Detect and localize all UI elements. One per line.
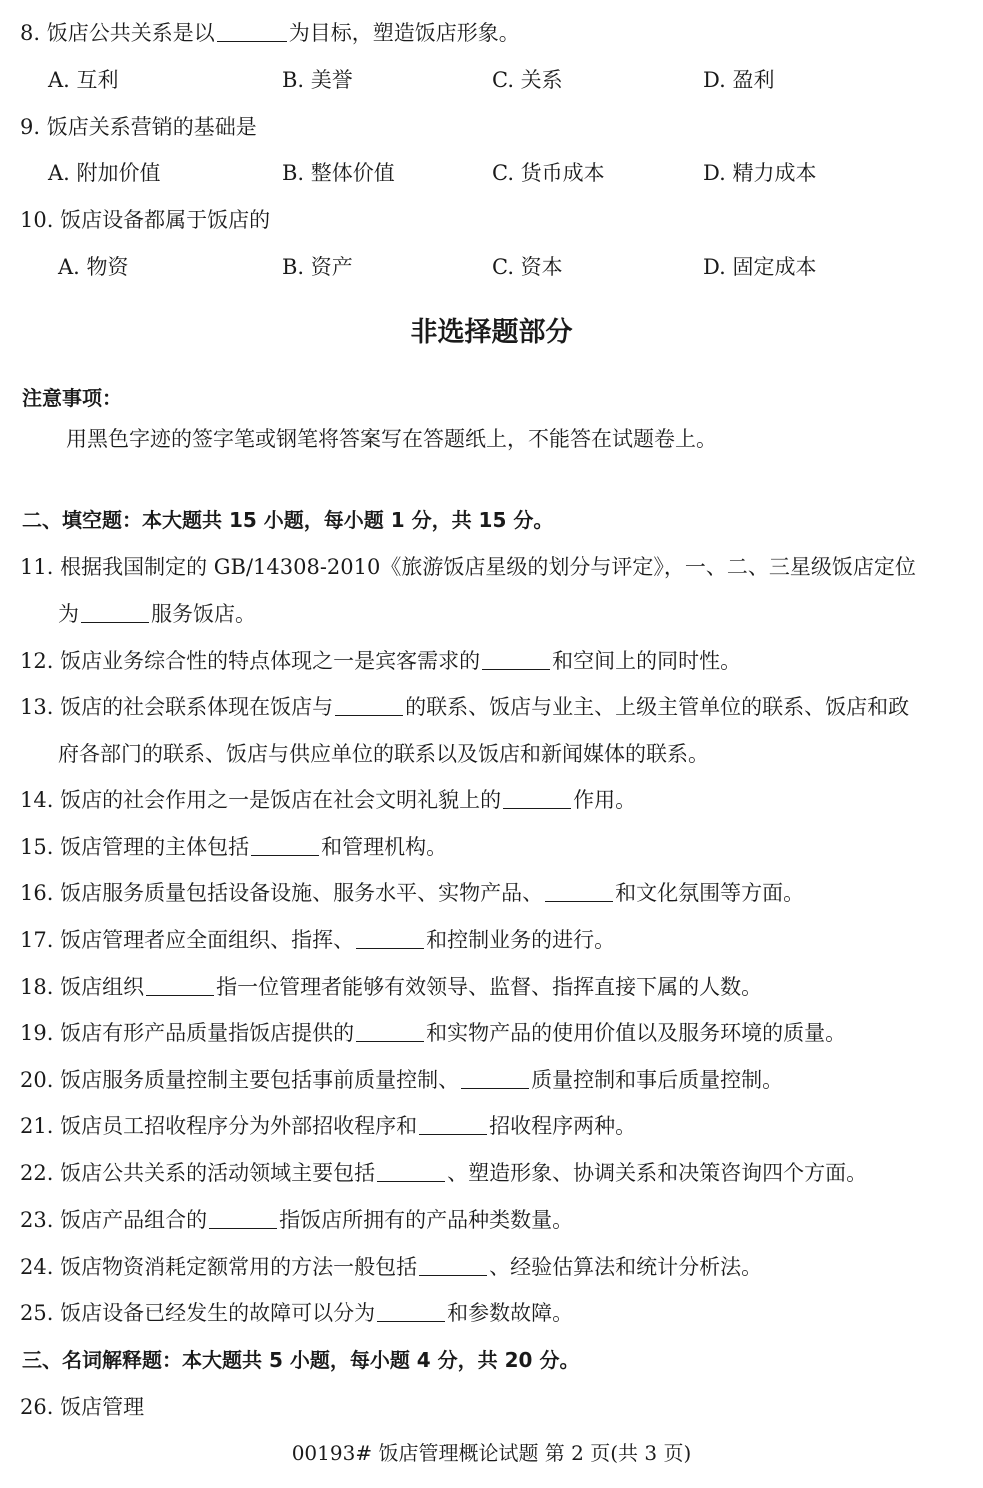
answer-blank bbox=[377, 1161, 445, 1182]
section-3-heading: 三、名词解释题：本大题共 5 小题，每小题 4 分，共 20 分。 bbox=[22, 1348, 580, 1372]
part-title: 非选择题部分 bbox=[410, 317, 573, 348]
question-18-post: 指一位管理者能够有效领导、监督、指挥直接下属的人数。 bbox=[216, 975, 763, 999]
question-11-pre: 为 bbox=[58, 602, 79, 626]
question-21-post: 招收程序两种。 bbox=[489, 1114, 637, 1138]
question-13-post: 的联系、饭店与业主、上级主管单位的联系、饭店和政 bbox=[405, 695, 910, 719]
option-b: B. 整体价值 bbox=[282, 161, 395, 185]
question-23-pre: 23. 饭店产品组合的 bbox=[20, 1208, 208, 1232]
answer-blank bbox=[419, 1255, 487, 1276]
question-25-pre: 25. 饭店设备已经发生的故障可以分为 bbox=[20, 1301, 376, 1325]
question-8-stem-post: 为目标，塑造饭店形象。 bbox=[288, 21, 520, 45]
option-a: A. 互利 bbox=[48, 68, 119, 92]
answer-blank bbox=[482, 649, 550, 670]
option-d: D. 盈利 bbox=[703, 68, 775, 92]
question-13-line-1 bbox=[20, 692, 909, 722]
question-21 bbox=[20, 1111, 636, 1141]
question-10: 10. 饭店设备都属于饭店的 bbox=[20, 208, 271, 232]
answer-blank bbox=[146, 975, 214, 996]
option-b: B. 资产 bbox=[282, 255, 353, 279]
question-14-pre: 14. 饭店的社会作用之一是饭店在社会文明礼貌上的 bbox=[20, 788, 502, 812]
section-2-heading: 二、填空题：本大题共 15 小题，每小题 1 分，共 15 分。 bbox=[22, 508, 554, 532]
option-c: C. 资本 bbox=[492, 255, 563, 279]
question-17-pre: 17. 饭店管理者应全面组织、指挥、 bbox=[20, 928, 355, 952]
question-11-post: 服务饭店。 bbox=[151, 602, 256, 626]
option-c: C. 货币成本 bbox=[492, 161, 605, 185]
question-17 bbox=[20, 925, 615, 955]
question-20-pre: 20. 饭店服务质量控制主要包括事前质量控制、 bbox=[20, 1068, 460, 1092]
option-d: D. 精力成本 bbox=[703, 161, 817, 185]
question-9: 9. 饭店关系营销的基础是 bbox=[20, 115, 257, 139]
question-14 bbox=[20, 785, 636, 815]
question-26: 26. 饭店管理 bbox=[20, 1395, 145, 1419]
question-18-pre: 18. 饭店组织 bbox=[20, 975, 145, 999]
answer-blank bbox=[356, 1021, 424, 1042]
question-15 bbox=[20, 832, 447, 862]
question-24 bbox=[20, 1252, 762, 1282]
answer-blank bbox=[461, 1068, 529, 1089]
option-b: B. 美誉 bbox=[282, 68, 353, 92]
answer-blank bbox=[356, 928, 424, 949]
question-16 bbox=[20, 878, 804, 908]
question-19-pre: 19. 饭店有形产品质量指饭店提供的 bbox=[20, 1021, 355, 1045]
option-a: A. 附加价值 bbox=[48, 161, 161, 185]
question-22-post: 、塑造形象、协调关系和决策咨询四个方面。 bbox=[447, 1161, 868, 1185]
question-16-post: 和文化氛围等方面。 bbox=[615, 881, 805, 905]
question-20-post: 质量控制和事后质量控制。 bbox=[531, 1068, 784, 1092]
question-21-pre: 21. 饭店员工招收程序分为外部招收程序和 bbox=[20, 1114, 418, 1138]
question-23 bbox=[20, 1205, 573, 1235]
notice-body: 用黑色字迹的签字笔或钢笔将答案写在答题纸上，不能答在试题卷上。 bbox=[66, 427, 717, 451]
question-24-pre: 24. 饭店物资消耗定额常用的方法一般包括 bbox=[20, 1255, 418, 1279]
question-20 bbox=[20, 1065, 783, 1095]
question-14-post: 作用。 bbox=[573, 788, 637, 812]
page-footer: 00193# 饭店管理概论试题 第 2 页(共 3 页) bbox=[291, 1441, 692, 1465]
answer-blank bbox=[419, 1114, 487, 1135]
question-16-pre: 16. 饭店服务质量包括设备设施、服务水平、实物产品、 bbox=[20, 881, 544, 905]
notice-heading: 注意事项： bbox=[22, 386, 122, 410]
question-13-pre: 13. 饭店的社会联系体现在饭店与 bbox=[20, 695, 334, 719]
answer-blank bbox=[251, 835, 319, 856]
answer-blank bbox=[209, 1208, 277, 1229]
question-19 bbox=[20, 1018, 846, 1048]
question-12-post: 和空间上的同时性。 bbox=[552, 649, 742, 673]
question-11-line-1: 11. 根据我国制定的 GB/14308-2010《旅游饭店星级的划分与评定》，一、二、三星级饭店定位 bbox=[20, 555, 916, 579]
answer-blank bbox=[335, 695, 403, 716]
question-13-line-2: 府各部门的联系、饭店与供应单位的联系以及饭店和新闻媒体的联系。 bbox=[58, 742, 709, 766]
option-a: A. 物资 bbox=[58, 255, 129, 279]
question-11-line-2 bbox=[58, 599, 256, 629]
question-8-stem-pre: 8. 饭店公共关系是以 bbox=[20, 21, 215, 45]
answer-blank bbox=[217, 21, 287, 42]
question-15-post: 和管理机构。 bbox=[321, 835, 448, 859]
question-17-post: 和控制业务的进行。 bbox=[426, 928, 616, 952]
question-25 bbox=[20, 1298, 573, 1328]
question-8 bbox=[20, 18, 520, 48]
answer-blank bbox=[81, 602, 149, 623]
question-24-post: 、经验估算法和统计分析法。 bbox=[489, 1255, 763, 1279]
option-d: D. 固定成本 bbox=[703, 255, 817, 279]
answer-blank bbox=[503, 788, 571, 809]
question-19-post: 和实物产品的使用价值以及服务环境的质量。 bbox=[426, 1021, 847, 1045]
question-25-post: 和参数故障。 bbox=[447, 1301, 574, 1325]
question-23-post: 指饭店所拥有的产品种类数量。 bbox=[279, 1208, 574, 1232]
question-12-pre: 12. 饭店业务综合性的特点体现之一是宾客需求的 bbox=[20, 649, 481, 673]
question-18 bbox=[20, 972, 762, 1002]
question-22-pre: 22. 饭店公共关系的活动领域主要包括 bbox=[20, 1161, 376, 1185]
answer-blank bbox=[545, 881, 613, 902]
question-12 bbox=[20, 646, 741, 676]
question-15-pre: 15. 饭店管理的主体包括 bbox=[20, 835, 250, 859]
answer-blank bbox=[377, 1301, 445, 1322]
question-22 bbox=[20, 1158, 867, 1188]
option-c: C. 关系 bbox=[492, 68, 563, 92]
